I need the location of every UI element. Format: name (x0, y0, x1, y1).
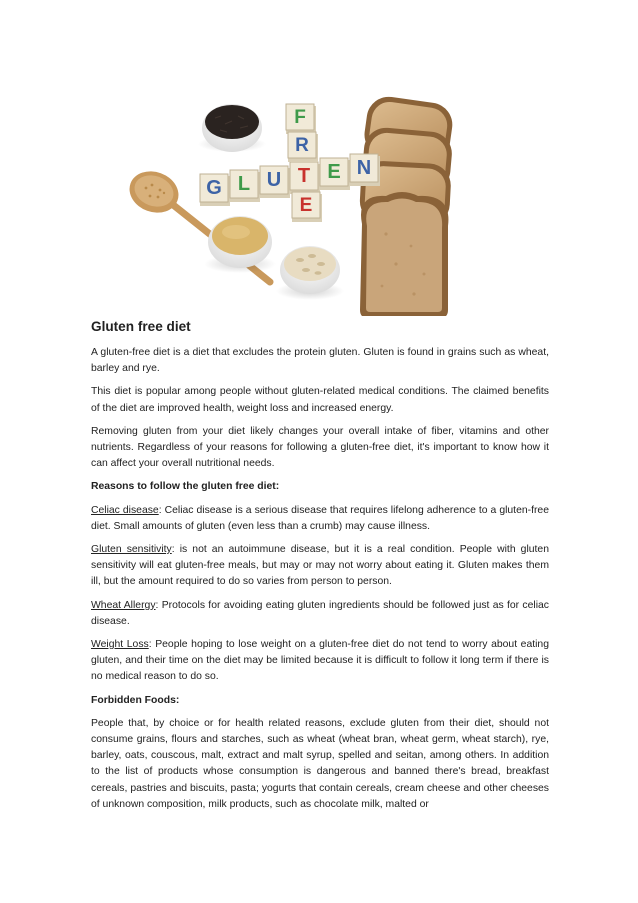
reason-term: Wheat Allergy (91, 599, 156, 611)
svg-text:U: U (266, 169, 282, 191)
svg-text:E: E (327, 161, 341, 183)
svg-text:F: F (294, 107, 306, 128)
nutrition-paragraph: Removing gluten from your diet likely changes your overall intake of fiber, vitamins and other nutrients. Regardless of your reasons for following a gluten-free diet, it's important to know how it can affect your overall nutritional needs. (91, 425, 549, 470)
reason-text: : Celiac disease is a serious disease that requires lifelong adherence to a gluten-free diet. Small amounts of gluten (even less than a crumb) may cause illness. (91, 504, 549, 532)
intro-paragraph: A gluten-free diet is a diet that excludes the protein gluten. Gluten is found in grains such as wheat, barley and rye. (91, 347, 549, 375)
svg-text:G: G (206, 177, 222, 199)
block-u (260, 166, 290, 198)
article-title: Gluten free diet (91, 319, 191, 334)
popularity-paragraph: This diet is popular among people without gluten-related medical conditions. The claimed benefits of the diet are improved health, weight loss and increased energy. (91, 386, 549, 414)
oats (284, 247, 336, 281)
reason-text: : is not an autoimmune disease, but it is a real condition. People with gluten sensitivity will eat gluten-free meals, but may or may not worry about eating it. Gluten makes them ill, but the amount required to do so varies from person to person. (91, 544, 549, 588)
block-t (290, 162, 320, 194)
svg-text:N: N (356, 157, 372, 179)
reason-celiac (91, 503, 549, 535)
reason-term: Gluten sensitivity (91, 544, 172, 556)
bread-slices (356, 94, 455, 316)
illustration-svg (120, 86, 480, 316)
reason-allergy (91, 598, 549, 630)
rice-bowl (204, 216, 276, 273)
wild-rice-bowl (198, 104, 266, 152)
reason-term: Weight Loss (91, 639, 149, 651)
svg-text:E: E (299, 195, 313, 216)
reasons-heading: Reasons to follow the gluten free diet: (91, 481, 280, 493)
reason-term: Celiac disease (91, 504, 159, 516)
block-l (230, 170, 260, 202)
svg-text:R: R (295, 135, 309, 156)
forbidden-heading: Forbidden Foods: (91, 694, 180, 706)
oats-bowl (276, 246, 344, 300)
reason-text: : Protocols for avoiding eating gluten ingredients should be followed just as for celiac disease. (91, 599, 549, 627)
block-n (350, 154, 380, 186)
block-e-horizontal (320, 158, 350, 190)
block-e-vertical (292, 192, 322, 222)
reason-weight-loss (91, 637, 549, 686)
reason-sensitivity (91, 542, 549, 591)
block-f (286, 104, 316, 134)
gluten-free-illustration (120, 86, 480, 316)
svg-text:L: L (237, 173, 251, 195)
block-r (288, 132, 318, 162)
forbidden-paragraph: People that, by choice or for health related reasons, exclude gluten from their diet, should not consume grains, flours and starches, such as wheat (wheat bran, wheat germ, wheat starch), rye, barley, oats, couscous, malt, extract and malt syrup, spelled and seitan, among others. In addition to the list of products whose consumption is dangerous and banned there's bread, breakfast cereals, pastries and biscuits, pasta; yogurts that contain cereals, cream cheese and other cheeses of unknown composition, milk products, such as chocolate milk, malted or (91, 717, 549, 810)
wild-rice (205, 105, 259, 139)
reason-text: : People hoping to lose weight on a gluten-free diet do not tend to worry about eating gluten, and their time on the diet may be limited because it is difficult to follow it long term if there is no medical reason to do so. (91, 639, 549, 683)
block-g (200, 174, 230, 206)
article-body (91, 318, 549, 818)
svg-text:T: T (297, 165, 311, 187)
